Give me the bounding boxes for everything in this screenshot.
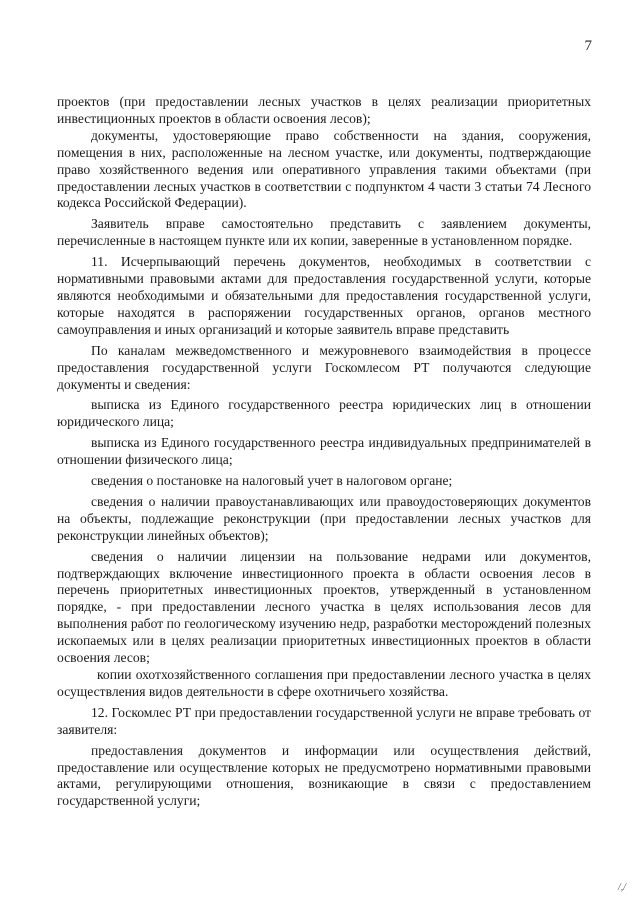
list-item-title-documents: сведения о наличии правоустанавливающих или правоудостоверяющих документов на объекты, подлежащие реконструкции (при предоставлении лесных участков для реконструкции линейных объектов); [57, 493, 591, 543]
document-body [57, 94, 591, 810]
paragraph-continuation: проектов (при предоставлении лесных участков в целях реализации приоритетных инвестиционных проектов в области освоения лесов); [57, 94, 591, 126]
paragraph-section-11: 11. Исчерпывающий перечень документов, необходимых в соответствии с нормативными правовыми актами для предоставления государственной услуги, которые являются необходимыми и обязательными для предоставления государственной услуги, которые находятся в распоряжении государственных органов, органов местного самоуправления и иных организаций и которые заявитель вправе представить [57, 254, 591, 337]
list-item-hunting-agreement: копии охотхозяйственного соглашения при предоставлении лесного участка в целях осуществления видов деятельности в сфере охотничьего хозяйства. [57, 667, 591, 699]
list-item-no-extra-documents: предоставления документов и информации или осуществления действий, предоставление или осуществление которых не предусмотрено нормативными правовыми актами, регулирующими отношения, возникающие в связи с предоставлением государственной услуги; [57, 742, 591, 809]
list-item-subsoil-license: сведения о наличии лицензии на пользование недрами или документов, подтверждающих включение инвестиционного проекта в области освоения лесов в перечень приоритетных инвестиционных проектов, утвержденный в установленном порядке, - при предоставлении лесного участка в целях использования лесов для выполнения работ по геологическому изучению недр, разработки месторождений полезных ископаемых или в целях реализации приоритетных инвестиционных проектов в области освоения лесов; [57, 548, 591, 666]
page-number: 7 [584, 38, 592, 54]
list-item-entrepreneur-extract: выписка из Единого государственного реестра индивидуальных предпринимателей в отношении физического лица; [57, 435, 591, 468]
paragraph-interagency-channels: По каналам межведомственного и межуровневого взаимодействия в процессе предоставления государственной услуги Госкомлесом РТ получаются следующие документы и сведения: [57, 342, 591, 392]
paragraph-applicant-right: Заявитель вправе самостоятельно представить с заявлением документы, перечисленные в настоящем пункте или их копии, заверенные в установленном порядке. [57, 216, 591, 249]
paragraph-ownership-documents: документы, удостоверяющие право собственности на здания, сооружения, помещения в них, расположенные на лесном участке, или документы, подтверждающие право хозяйственного ведения или оперативного управления такими объектами (при предоставлении лесных участков в соответствии с подпунктом 4 части 3 статьи 74 Лесного кодекса Российской Федерации). [57, 127, 591, 211]
list-item-tax-registration: сведения о постановке на налоговый учет в налоговом органе; [91, 473, 453, 489]
corner-mark: /,/ [617, 882, 626, 893]
paragraph-section-12: 12. Госкомлес РТ при предоставлении государственной услуги не вправе требовать от заявителя: [57, 704, 591, 737]
list-item-legal-entity-extract: выписка из Единого государственного реестра юридических лиц в отношении юридического лица; [57, 397, 591, 430]
